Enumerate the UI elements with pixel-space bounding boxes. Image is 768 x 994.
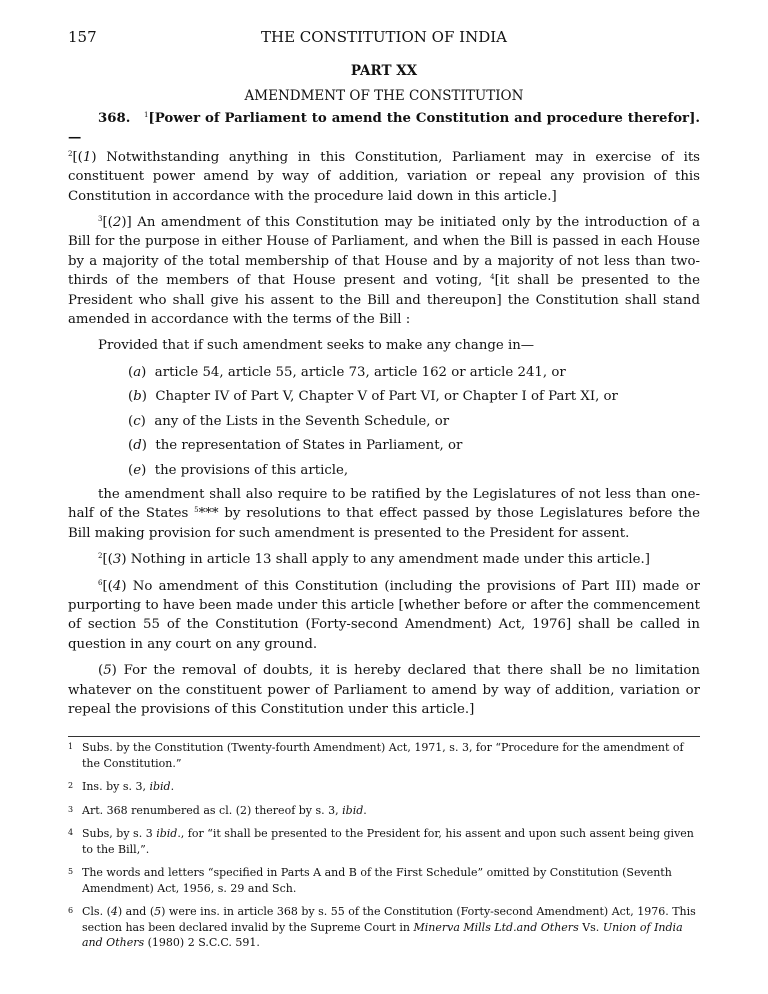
- ratification-clause: [68, 485, 700, 543]
- clause-bracket: [(: [102, 578, 113, 594]
- footnote-segment: (1980) 2 S.C.C. 591.: [144, 936, 260, 949]
- footnote-segment: Art. 368 renumbered as cl. (2) thereof by s. 3,: [82, 803, 343, 817]
- footnote-ref: 3: [98, 215, 103, 224]
- clause-2-text-a: An amendment of this Constitution may be initiated only by the introduction of a Bill for the purpose in either House of Parliament, and when the Bill is passed in each House by a majority of the total membership of that House and by a majority of not less than two-thirds of the members of that House present and voting,: [68, 215, 700, 289]
- clause-bracket: [(: [72, 149, 83, 165]
- item-label: d: [133, 438, 142, 454]
- case-name: Union of India and Others: [82, 920, 683, 949]
- footnote-ref: 4: [490, 273, 495, 282]
- footnote-segment: ., for “it shall be presented to the President for, his assent and upon such assent being given to the Bill,”.: [82, 827, 694, 856]
- item-label: a: [133, 364, 142, 380]
- ratify-text-a: the amendment shall also require to be ratified by the Legislatures of not less than one-half of the States: [68, 486, 700, 522]
- ibid: ibid: [342, 803, 364, 817]
- footnote-text: The words and letters “specified in Parts A and B of the First Schedule” omitted by Constitution (Seventh Amendment) Act, 1956, s. 29 and Sch.: [82, 866, 672, 895]
- omission-stars: ***: [198, 506, 219, 522]
- proviso: Provided that if such amendment seeks to make any change in—: [98, 338, 535, 354]
- ratify-text-b: by resolutions to that effect passed by those Legislatures before the Bill making provision for such amendment is presented to the President for assent.: [68, 506, 700, 541]
- footnote-number: 3: [68, 804, 74, 814]
- clause-2-text-b: [it shall be presented to the President who shall give his assent to the Bill and thereupon] the Constitution shall stand amended in accordance with the terms of the Bill :: [68, 273, 700, 328]
- clause-bracket: [(: [102, 552, 113, 568]
- footnote-ref: 6: [98, 578, 103, 587]
- footnote-text: [82, 803, 700, 819]
- footnote: [68, 779, 700, 795]
- item-text: the representation of States in Parliament, or: [155, 438, 463, 454]
- item-text: Chapter IV of Part V, Chapter V of Part VI, or Chapter I of Part XI, or: [155, 389, 618, 405]
- clause-4-text: No amendment of this Constitution (including the provisions of Part III) made or purporting to have been made under this article [whether before or after the commencement of section 55 of the Constitution (Forty-second Amendment) Act, 1976] shall be called in question in any court on any ground.: [68, 578, 700, 652]
- footnote-text: [82, 904, 700, 951]
- clause-bracket: )]: [121, 215, 132, 231]
- clause-2: [68, 213, 700, 329]
- item-label: b: [133, 389, 142, 405]
- footnote-segment: Subs, by s. 3: [82, 827, 157, 840]
- clause-number: 2: [112, 215, 122, 231]
- footnote-number: 2: [68, 781, 74, 790]
- page-number: 157: [68, 28, 97, 46]
- footnote-segment: .: [363, 803, 367, 817]
- article-title: [Power of Parliament to amend the Constitution and procedure therefor].—: [68, 111, 700, 146]
- clause-number: 5: [103, 663, 112, 679]
- list-item: (e) the provisions of this article,: [128, 462, 349, 478]
- footnote-ref: 2: [98, 552, 103, 561]
- item-label: e: [133, 462, 142, 478]
- part-heading: AMENDMENT OF THE CONSTITUTION: [244, 88, 524, 104]
- footnotes: [68, 740, 700, 959]
- item-text: the provisions of this article,: [154, 462, 349, 478]
- footnote-text: Subs. by the Constitution (Twenty-fourth Amendment) Act, 1971, s. 3, for “Procedure for the amendment of the Constitution.”: [82, 741, 684, 770]
- footnote-divider: [68, 736, 700, 737]
- clause-1-text: Notwithstanding anything in this Constitution, Parliament may in exercise of its constituent power amend by way of addition, variation or repeal any provision of this Constitution in accordance with the procedure laid down in this article.]: [68, 149, 700, 204]
- footnote: [68, 803, 700, 819]
- list-item: (c) any of the Lists in the Seventh Schedule, or: [128, 413, 450, 429]
- footnote: [68, 826, 700, 857]
- footnote-number: 1: [68, 742, 74, 751]
- clause-4: [68, 577, 700, 655]
- footnote: [68, 865, 700, 896]
- case-name: Minerva Mills Ltd.and Others: [413, 920, 579, 934]
- clause-number: 3: [112, 552, 122, 568]
- item-label: c: [133, 413, 141, 429]
- clause-bracket: (: [98, 663, 104, 679]
- footnote-segment: Cls. (: [82, 905, 111, 918]
- footnote: [68, 740, 700, 771]
- footnote-ref: 1: [143, 111, 149, 119]
- article-number: 368.: [98, 111, 131, 126]
- clause-ref: 4: [110, 905, 118, 918]
- footnote-ref: 5: [194, 506, 199, 515]
- footnote-text: [82, 779, 700, 795]
- clause-3-text: Nothing in article 13 shall apply to any amendment made under this article.]: [126, 552, 650, 568]
- item-text: any of the Lists in the Seventh Schedule, or: [154, 413, 450, 429]
- clause-5-text: For the removal of doubts, it is hereby declared that there shall be no limitation whatever on the constituent power of Parliament to amend by way of addition, variation or repeal the provisions of this Constitution under this article.]: [68, 663, 700, 717]
- part-label: PART XX: [350, 63, 418, 79]
- ibid: ibid: [149, 780, 171, 793]
- footnote-number: 4: [68, 828, 74, 837]
- list-item: (a) article 54, article 55, article 73, article 162 or article 241, or: [128, 364, 566, 380]
- clause-5: [68, 661, 700, 719]
- clause-number: 4: [112, 578, 122, 594]
- footnote-segment: ) were ins. in article 368 by s. 55 of the Constitution (Forty-second Amendment) Act, 1976. This section has been declared invalid by the Supreme Court in: [82, 905, 696, 934]
- footnote-segment: Vs.: [578, 920, 603, 934]
- footnote-segment: Ins. by s. 3,: [82, 780, 150, 793]
- article-heading: [68, 109, 700, 206]
- clause-bracket: ): [91, 149, 97, 165]
- clause-bracket: ): [121, 552, 127, 568]
- footnote-segment: ) and (: [117, 905, 155, 918]
- clause-3: [68, 550, 700, 569]
- footnote: [68, 904, 700, 951]
- list-item: (b) Chapter IV of Part V, Chapter V of Part VI, or Chapter I of Part XI, or: [128, 389, 618, 405]
- footnote-number: 6: [68, 906, 74, 915]
- list-item: (d) the representation of States in Parliament, or: [128, 438, 463, 454]
- clause-bracket: ): [111, 663, 117, 679]
- ibid: ibid: [156, 827, 178, 840]
- footnote-segment: .: [170, 780, 175, 793]
- item-text: article 54, article 55, article 73, article 162 or article 241, or: [154, 364, 566, 380]
- footnote-ref: 2: [68, 149, 73, 158]
- article-body: [68, 109, 700, 723]
- clause-bracket: ): [121, 578, 127, 594]
- clause-number: 1: [82, 149, 92, 165]
- footnote-text: [82, 826, 700, 857]
- header-title: THE CONSTITUTION OF INDIA: [261, 28, 507, 46]
- running-header: [0, 28, 768, 47]
- clause-ref: 5: [154, 905, 162, 918]
- footnote-number: 5: [68, 867, 74, 876]
- clause-bracket: [(: [102, 215, 113, 231]
